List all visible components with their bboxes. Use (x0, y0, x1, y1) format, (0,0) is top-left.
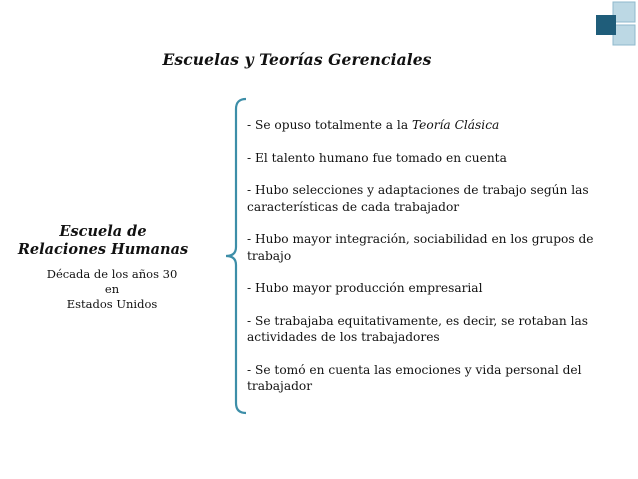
list-item: - Se opuso totalmente a la Teoría Clásica (247, 118, 500, 132)
school-name-line1: Escuela de (59, 223, 147, 240)
school-subtitle-line1: Década de los años 30 en (46, 267, 178, 296)
curly-bracket (224, 97, 248, 415)
corner-decoration (558, 0, 638, 48)
school-subtitle-line2: Estados Unidos (66, 297, 158, 311)
school-name-line2: Relaciones Humanas (17, 241, 189, 258)
school-name (0, 223, 206, 259)
corner-square-bottom (613, 25, 635, 45)
list-item: - Hubo mayor integración, sociabilidad en los grupos de trabajo (247, 232, 594, 263)
corner-square-middle (596, 15, 616, 35)
list-item: - Se tomó en cuenta las emociones y vida personal del trabajador (247, 362, 582, 393)
page-title: Escuelas y Teorías Gerenciales (162, 50, 432, 69)
list-item: - Se trabajaba equitativamente, es decir, se rotaban las actividades de los trabajadores (247, 313, 589, 344)
list-item: - Hubo mayor producción empresarial (247, 281, 483, 295)
characteristics-list (247, 117, 617, 411)
school-subtitle (42, 267, 182, 312)
list-item: - Hubo selecciones y adaptaciones de trabajo según las características de cada trabajador (247, 183, 589, 214)
list-item: - El talento humano fue tomado en cuenta (247, 150, 507, 165)
corner-square-top (613, 2, 635, 22)
